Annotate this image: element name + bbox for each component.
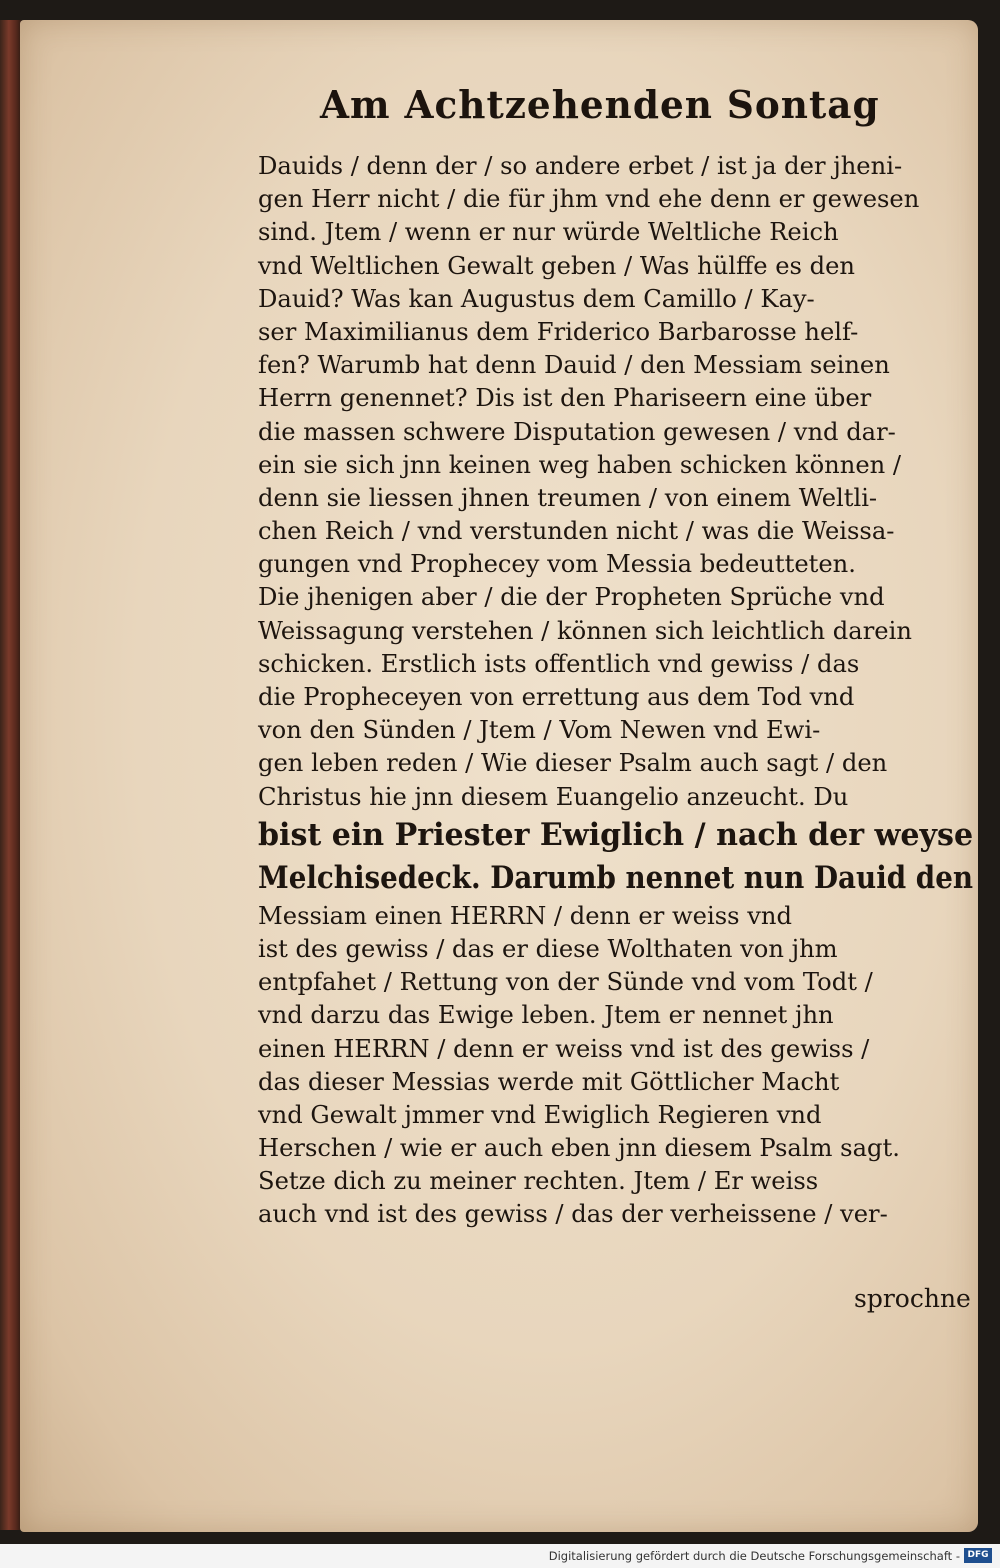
text-line: entpfahet / Rettung von der Sünde vnd vom Todt /: [258, 968, 873, 997]
text-line: das dieser Messias werde mit Göttlicher Macht: [258, 1067, 840, 1096]
text-line: sind. Jtem / wenn er nur würde Weltliche Reich: [258, 218, 839, 247]
book-spine: [0, 20, 22, 1530]
text-line: Christus hie jnn diesem Euangelio anzeucht. Du: [258, 782, 849, 811]
text-line: von den Sünden / Jtem / Vom Newen vnd Ewi-: [258, 716, 821, 745]
text-line: Dauid? Was kan Augustus dem Camillo / Kay-: [258, 284, 815, 313]
text-line: denn sie liessen jhnen treumen / von einem Weltli-: [258, 483, 878, 512]
dfg-logo: DFG: [964, 1548, 992, 1563]
digitization-footer: [0, 1544, 1000, 1568]
text-line: die Propheceyen von errettung aus dem Tod vnd: [258, 683, 855, 711]
text-line: ist des gewiss / das er diese Wolthaten von jhm: [258, 934, 838, 963]
text-line: vnd Gewalt jmmer vnd Ewiglich Regieren vnd: [258, 1100, 822, 1129]
text-line: Setze dich zu meiner rechten. Jtem / Er weiss: [258, 1167, 819, 1196]
text-line: Herrn genennet? Dis ist den Phariseern eine über: [258, 384, 872, 413]
text-line: einen HERRN / denn er weiss vnd ist des gewiss /: [258, 1034, 870, 1063]
text-line: gen leben reden / Wie dieser Psalm auch sagt / den: [258, 749, 888, 778]
text-line: ser Maximilianus dem Friderico Barbarosse helf-: [258, 317, 859, 346]
body-text: [258, 150, 973, 1232]
text-line-emphasis: Melchisedeck. Darumb nennet nun Dauid den: [258, 859, 974, 896]
text-line: fen? Warumb hat denn Dauid / den Messiam seinen: [258, 351, 890, 380]
text-line: vnd darzu das Ewige leben. Jtem er nennet jhn: [258, 1001, 834, 1030]
text-line: Die jhenigen aber / die der Propheten Sprüche vnd: [258, 583, 885, 612]
text-line: chen Reich / vnd verstunden nicht / was die Weissa-: [258, 517, 895, 546]
book-page: [20, 20, 978, 1532]
text-line: vnd Weltlichen Gewalt geben / Was hülffe es den: [258, 251, 855, 280]
catchword: sprochne: [854, 1284, 971, 1313]
footer-credit: Digitalisierung gefördert durch die Deutsche Forschungsgemeinschaft -: [548, 1549, 960, 1563]
text-line: die massen schwere Disputation gewesen / vnd dar-: [258, 417, 896, 446]
text-line: Herschen / wie er auch eben jnn diesem Psalm sagt.: [258, 1134, 900, 1163]
text-line: auch vnd ist des gewiss / das der verheissene / ver-: [258, 1200, 888, 1229]
text-line: ein sie sich jnn keinen weg haben schicken können /: [258, 450, 902, 479]
text-line: schicken. Erstlich ists offentlich vnd gewiss / das: [258, 649, 860, 678]
text-line-emphasis: bist ein Priester Ewiglich / nach der weyse: [258, 816, 974, 853]
text-line: gen Herr nicht / die für jhm vnd ehe denn er gewesen: [258, 185, 920, 214]
text-line: Messiam einen HERRN / denn er weiss vnd: [258, 901, 792, 930]
running-head: Am Achtzehenden Sontag: [320, 82, 880, 127]
text-line: Dauids / denn der / so andere erbet / ist ja der jheni-: [258, 152, 903, 180]
text-line: Weissagung verstehen / können sich leichtlich darein: [258, 616, 912, 645]
text-line: gungen vnd Prophecey vom Messia bedeutteten.: [258, 550, 856, 579]
